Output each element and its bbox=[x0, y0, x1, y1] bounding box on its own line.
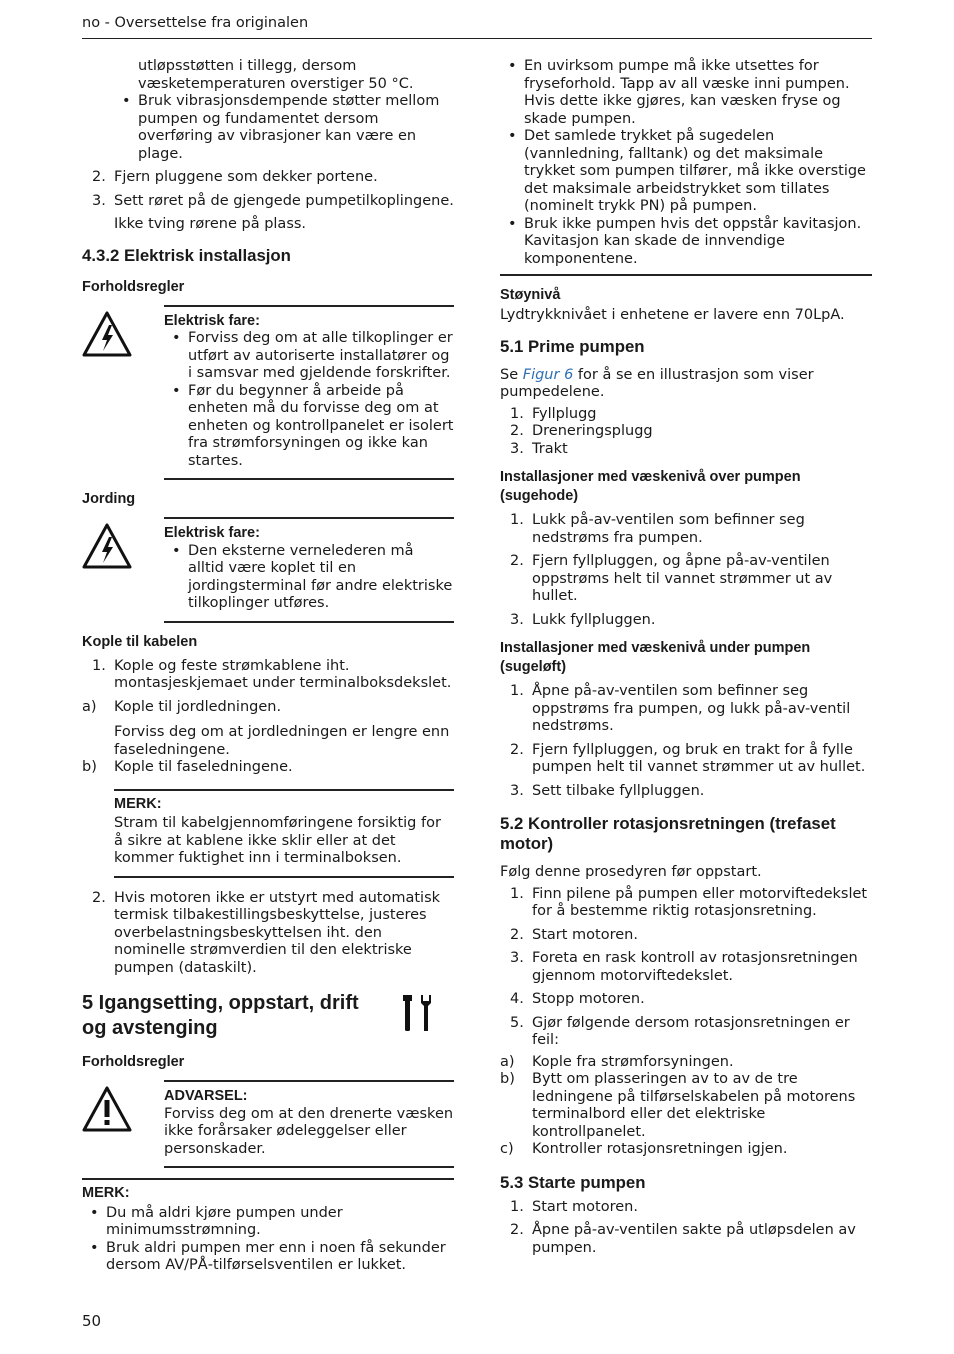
note-box bbox=[114, 789, 454, 878]
section-5-2-title: 5.2 Kontroller rotasjonsretningen (trefaset motor) bbox=[500, 814, 836, 853]
left-column bbox=[82, 58, 454, 1275]
list-item: • Bruk vibrasjonsdempende støtter mellom pumpen og fundamentet dersom overføring av vibrasjoner kan være en plage. bbox=[114, 93, 454, 163]
cable-label: Kople til kabelen bbox=[82, 633, 198, 650]
list-item: c) Kontroller rotasjonsretningen igjen. bbox=[500, 1141, 788, 1157]
precautions-label: Forholdsregler bbox=[82, 1054, 185, 1070]
list-item: 1. Åpne på-av-ventilen som befinner seg oppstrøms fra pumpen, og lukk på-av-ventil nedstrøms. bbox=[510, 683, 851, 734]
warning-icon bbox=[82, 1080, 164, 1168]
grounding-label: Jording bbox=[82, 491, 136, 507]
warning-title: ADVARSEL: bbox=[164, 1088, 248, 1104]
section-5-heading bbox=[82, 991, 454, 1041]
section-5-1-title: 5.1 Prime pumpen bbox=[500, 336, 645, 356]
hazard-title: Elektrisk fare: bbox=[164, 312, 260, 329]
list-item: • Du må aldri kjøre pumpen under minimumsstrømning. bbox=[82, 1205, 454, 1240]
continued-bullets bbox=[82, 58, 454, 163]
step-3-note: Ikke tving rørene på plass. bbox=[114, 216, 307, 232]
cable-step-a-note: Forviss deg om at jordledningen er lengre enn faseledningene. bbox=[114, 724, 450, 758]
hazard-title: Elektrisk fare: bbox=[164, 525, 260, 541]
header-rule bbox=[82, 38, 872, 39]
list-item: • Forviss deg om at alle tilkoplinger er utført av autoriserte installatører og i samsvar med gjeldende forskrifter. bbox=[164, 330, 454, 383]
electrical-hazard-box-2 bbox=[82, 517, 454, 623]
section-4-3-2-title: 4.3.2 Elektrisk installasjon bbox=[82, 245, 291, 265]
note-title: MERK: bbox=[82, 1185, 130, 1201]
list-item: 2. Fjern fyllpluggen, og åpne på-av-ventilen oppstrøms helt til vannet strømmer ut av hullet. bbox=[510, 553, 833, 604]
section-5-3-title: 5.3 Starte pumpen bbox=[500, 1172, 646, 1192]
electrical-hazard-icon bbox=[82, 517, 164, 623]
below-pump-title: Installasjoner med væskenivå under pumpen (sugeløft) bbox=[500, 640, 811, 675]
precautions-label: Forholdsregler bbox=[82, 278, 185, 295]
note-box-2 bbox=[82, 1178, 454, 1275]
cable-step-a: a) Kople til jordledningen. bbox=[82, 698, 282, 715]
list-item: • Bruk aldri pumpen mer enn i noen få sekunder dersom AV/PÅ-tilførselsventilen er lukket. bbox=[82, 1240, 454, 1275]
step-2: 2. Fjern pluggene som dekker portene. bbox=[92, 169, 378, 185]
cable-step-2: 2. Hvis motoren ikke er utstyrt med automatisk termisk tilbakestillingsbeskyttelse, justeres overbelastningsbeskyttelsen iht. den nominelle strømverdien til den elektriske pumpen (dataskilt). bbox=[92, 889, 441, 976]
above-pump-title: Installasjoner med væskenivå over pumpen (sugehode) bbox=[500, 469, 801, 504]
figure-link[interactable]: Figur 6 bbox=[522, 366, 574, 383]
hazard-list bbox=[164, 330, 454, 470]
note-title: MERK: bbox=[114, 795, 162, 812]
list-item: b) Bytt om plasseringen av to av de tre ledningene på tilførselskabelen på motorens terminalbord eller det elektriske kontrollpanelet. bbox=[500, 1071, 856, 1140]
list-item: 2. Åpne på-av-ventilen sakte på utløpsdelen av pumpen. bbox=[510, 1222, 856, 1256]
list-item: 3. Lukk fyllpluggen. bbox=[510, 611, 656, 628]
list-item: 5. Gjør følgende dersom rotasjonsretningen er feil: bbox=[510, 1014, 850, 1048]
list-item: • Bruk ikke pumpen hvis det oppstår kavitasjon. Kavitasjon kan skade de innvendige komponentene. bbox=[500, 216, 872, 269]
list-item: 3. Sett tilbake fyllpluggen. bbox=[510, 782, 705, 799]
section-5-2-intro: Følg denne prosedyren før oppstart. bbox=[500, 864, 762, 880]
section-5-title: 5 Igangsetting, oppstart, drift og avstenging bbox=[82, 992, 359, 1039]
list-item: 2. Fjern fyllpluggen, og bruk en trakt for å fylle pumpen helt til vannet strømmer ut av hullet. bbox=[510, 741, 866, 775]
warning-box bbox=[82, 1080, 454, 1168]
list-item: utløpsstøtten i tillegg, dersom væsketemperaturen overstiger 50 °C. bbox=[138, 58, 414, 92]
cable-step-1: 1. Kople og feste strømkablene iht. montasjeskjemaet under terminalboksdekslet. bbox=[92, 657, 452, 691]
list-item: 3. Foreta en rask kontroll av rotasjonsretningen gjennom motorviftedekslet. bbox=[510, 950, 858, 984]
warning-text: Forviss deg om at den drenerte væsken ikke forårsaker ødeleggelser eller personskader. bbox=[164, 1105, 454, 1157]
running-header: no - Oversettelse fra originalen bbox=[82, 15, 309, 31]
list-item: 3. Trakt bbox=[510, 440, 568, 457]
list-item: 1. Fyllplugg bbox=[510, 405, 597, 422]
note-text: Stram til kabelgjennomføringene forsiktig for å sikre at kablene ikke sklir eller at det kommer fuktighet inn i terminalboksen. bbox=[114, 815, 441, 866]
list-item: • Den eksterne vernelederen må alltid være koplet til en jordingsterminal før andre elektriske tilkoplinger utføres. bbox=[164, 543, 454, 613]
list-item: 1. Finn pilene på pumpen eller motorviftedekslet for å bestemme riktig rotasjonsretning. bbox=[510, 885, 868, 919]
right-column bbox=[500, 58, 872, 1257]
cable-step-b: b) Kople til faseledningene. bbox=[82, 759, 293, 775]
noise-title: Støynivå bbox=[500, 287, 561, 303]
list-item: a) Kople fra strømforsyningen. bbox=[500, 1053, 734, 1070]
page-number: 50 bbox=[82, 1312, 102, 1330]
list-item: 1. Start motoren. bbox=[510, 1198, 638, 1215]
electrical-hazard-box bbox=[82, 305, 454, 481]
list-item: • Før du begynner å arbeide på enheten må du forvisse deg om at enheten og kontrollpanelet er isolert fra strømforsyningen og ikke kan startes. bbox=[164, 383, 454, 471]
list-item: 2. Start motoren. bbox=[510, 926, 638, 943]
section-5-1-intro: Se Figur 6 for å se en illustrasjon som viser pumpedelene. bbox=[500, 366, 814, 400]
list-item: 1. Lukk på-av-ventilen som befinner seg nedstrøms fra pumpen. bbox=[510, 512, 805, 546]
tools-icon bbox=[400, 993, 434, 1039]
list-item: 4. Stopp motoren. bbox=[510, 991, 645, 1007]
top-bullets bbox=[500, 58, 872, 268]
electrical-hazard-icon bbox=[82, 305, 164, 481]
list-item: 2. Dreneringsplugg bbox=[510, 423, 653, 439]
list-item: • Det samlede trykket på sugedelen (vannledning, falltank) og det maksimale trykket som pumpen tilfører, må ikke overstige det maksimale arbeidstrykket som tillates (nominelt trykk PN) på pumpen. bbox=[500, 128, 872, 216]
step-3: 3. Sett røret på de gjengede pumpetilkoplingene. bbox=[92, 192, 454, 209]
noise-text: Lydtrykknivået i enhetene er lavere enn 70LpA. bbox=[500, 307, 845, 323]
list-item: • En uvirksom pumpe må ikke utsettes for fryseforhold. Tapp av all væske inni pumpen. Hvis dette ikke gjøres, kan væsken fryse og skade pumpen. bbox=[500, 58, 872, 128]
note-list bbox=[82, 1205, 454, 1275]
hazard-list bbox=[164, 543, 454, 613]
